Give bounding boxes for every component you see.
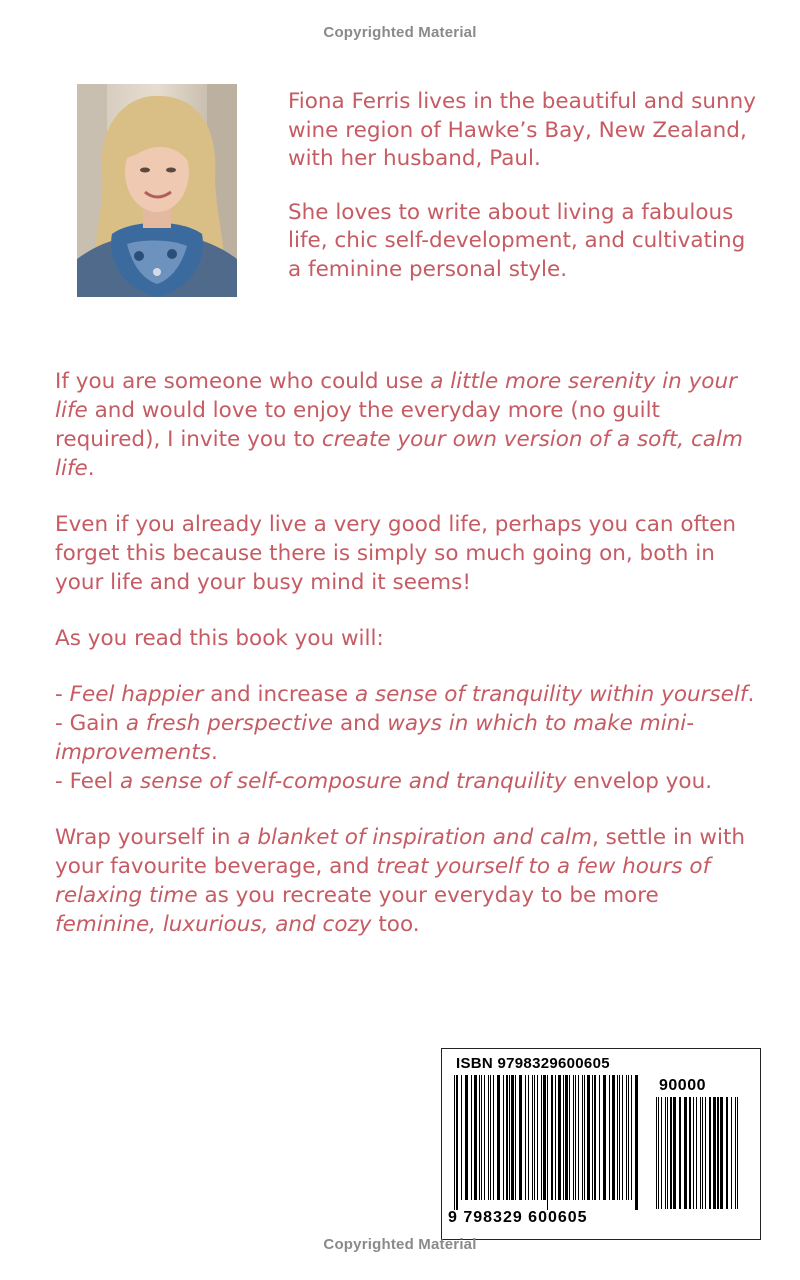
barcode-bar <box>479 1075 480 1200</box>
barcode-bar <box>509 1075 510 1200</box>
barcode-bar <box>515 1075 516 1200</box>
barcode-bar <box>461 1075 462 1200</box>
barcode-bar <box>702 1097 703 1209</box>
barcode-bar <box>575 1075 576 1200</box>
barcode-bar <box>726 1097 728 1209</box>
barcode-bar <box>592 1075 593 1200</box>
author-photo <box>77 84 237 297</box>
author-portrait-image <box>77 84 237 297</box>
barcode-bar <box>619 1075 620 1200</box>
barcode-bar <box>696 1097 697 1209</box>
barcode-bar <box>543 1075 546 1200</box>
barcode-bar <box>656 1097 657 1209</box>
barcode-addon-number: 90000 <box>659 1077 706 1094</box>
barcode-bar <box>700 1097 701 1209</box>
barcode-bar <box>578 1075 579 1200</box>
barcode-bar <box>661 1097 662 1209</box>
watermark-top: Copyrighted Material <box>323 24 477 41</box>
barcode-bar <box>705 1097 706 1209</box>
barcode-bar <box>609 1075 610 1200</box>
barcode-bar <box>667 1097 668 1209</box>
barcode-bar <box>679 1097 681 1209</box>
barcode-bar <box>573 1075 574 1200</box>
watermark-bottom: Copyrighted Material <box>323 1236 477 1253</box>
barcode-addon-bars-icon <box>654 1097 750 1212</box>
blurb-paragraph-1: If you are someone who could use a little more serenity in your life and would love to enjoy the everyday more (no guilt required), I invite you to create your own version of a soft, calm life. <box>55 369 743 481</box>
barcode-bar <box>484 1075 485 1200</box>
barcode-digits: 9 798329 600605 <box>448 1209 588 1226</box>
blurb-paragraph-4: Wrap yourself in a blanket of inspiration and calm, settle in with your favourite beverage, and treat yourself to a few hours of relaxing time as you recreate your everyday to be more feminine, luxurious, and cozy too. <box>55 825 746 937</box>
barcode-bar <box>599 1075 600 1200</box>
barcode-bar <box>720 1097 723 1209</box>
barcode-bar <box>622 1075 623 1200</box>
barcode-bar <box>454 1075 455 1210</box>
barcode-bar <box>503 1075 504 1200</box>
barcode-bar <box>456 1075 458 1210</box>
barcode-bar <box>628 1075 629 1200</box>
barcode-bar <box>670 1097 672 1209</box>
barcode-bar <box>555 1075 556 1200</box>
barcode-bar <box>563 1075 564 1200</box>
barcode-bar <box>471 1075 472 1200</box>
isbn-label: ISBN 9798329600605 <box>456 1055 610 1072</box>
barcode-bar <box>551 1075 553 1200</box>
book-blurb <box>55 367 755 966</box>
barcode-bar <box>673 1097 676 1209</box>
barcode-bar <box>541 1075 542 1200</box>
barcode-bar <box>713 1097 716 1209</box>
barcode-bar <box>709 1097 711 1209</box>
barcode-bar <box>532 1075 533 1200</box>
barcode-bar <box>603 1075 606 1200</box>
blurb-paragraph-2: Even if you already live a very good life, perhaps you can often forget this because there is simply so much going on, both in your life and your busy mind it seems! <box>55 512 737 595</box>
author-bio <box>288 88 758 309</box>
barcode-bar <box>737 1097 738 1209</box>
list-item: - Feel a sense of self-composure and tranquility envelop you. <box>55 769 713 794</box>
barcode-bar <box>528 1075 529 1200</box>
barcode-bar <box>525 1075 526 1200</box>
barcode-bar <box>497 1075 500 1200</box>
barcode-bar <box>465 1075 468 1200</box>
barcode-bar <box>506 1075 508 1200</box>
barcode-bar <box>631 1075 632 1200</box>
bio-paragraph: She loves to write about living a fabulous life, chic self-development, and cultivating a feminine personal style. <box>288 199 746 282</box>
barcode-bar <box>735 1097 736 1209</box>
list-item: - Feel happier and increase a sense of tranquility within yourself. <box>55 682 755 707</box>
barcode-bar <box>665 1097 666 1209</box>
barcode-bar <box>558 1075 561 1200</box>
barcode-bar <box>490 1075 491 1200</box>
barcode-bar <box>537 1075 538 1200</box>
barcode-bar <box>689 1097 691 1209</box>
barcode-bar <box>584 1075 585 1200</box>
barcode-bar <box>474 1075 477 1200</box>
barcode-bar <box>511 1075 514 1200</box>
barcode-bar <box>717 1097 719 1209</box>
barcode-bar <box>519 1075 522 1200</box>
barcode-bar <box>617 1075 618 1200</box>
barcode-bar <box>693 1097 694 1209</box>
barcode-bar <box>587 1075 590 1200</box>
barcode-bar <box>626 1075 627 1200</box>
benefit-list <box>55 680 755 796</box>
barcode-bar <box>565 1075 568 1200</box>
barcode-bar <box>569 1075 570 1200</box>
bio-paragraph: Fiona Ferris lives in the beautiful and sunny wine region of Hawke’s Bay, New Zealand, with her husband, Paul. <box>288 89 756 171</box>
barcode-bar <box>731 1097 732 1209</box>
barcode-bar <box>481 1075 482 1200</box>
barcode-bar <box>488 1075 489 1200</box>
barcode-bar <box>684 1097 687 1209</box>
barcode-bar <box>594 1075 596 1200</box>
barcode-bar <box>612 1075 615 1200</box>
barcode-bar <box>582 1075 583 1200</box>
isbn-barcode <box>441 1048 761 1240</box>
barcode-bars-icon <box>452 1075 642 1211</box>
barcode-bar <box>534 1075 535 1200</box>
barcode-bar <box>658 1097 659 1209</box>
barcode-bar <box>635 1075 638 1210</box>
blurb-paragraph-3: As you read this book you will: <box>55 626 384 651</box>
barcode-bar <box>547 1075 548 1210</box>
barcode-bar <box>493 1075 494 1200</box>
list-item: - Gain a fresh perspective and ways in which to make mini-improvements. <box>55 711 695 765</box>
